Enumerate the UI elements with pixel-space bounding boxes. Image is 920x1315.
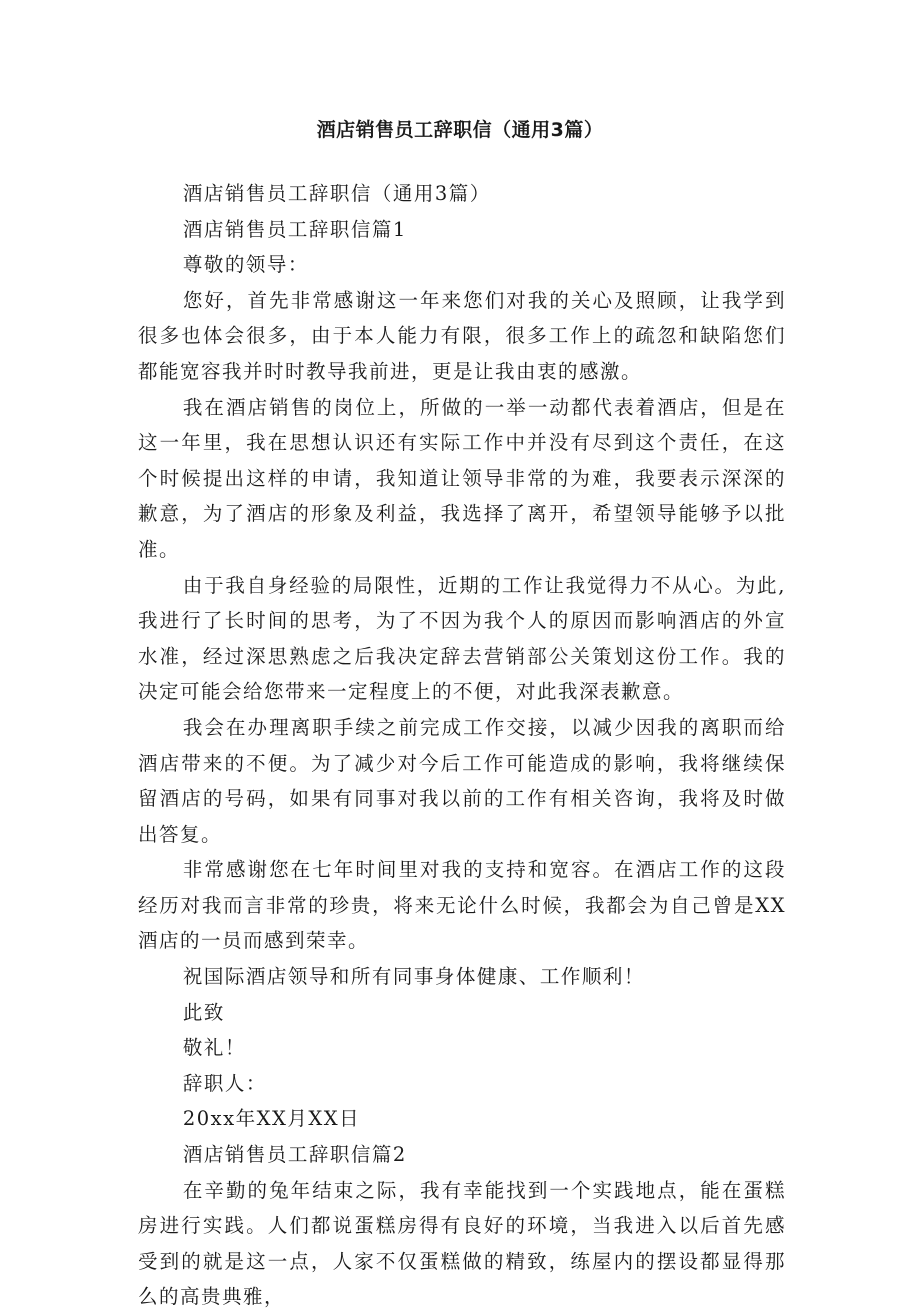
paragraph: 在辛勤的兔年结束之际，我有幸能找到一个实践地点，能在蛋糕房进行实践。人们都说蛋糕房得有良好的环境，当我进入以后首先感受到的就是这一点，人家不仅蛋糕做的精致，练屋内的摆设都显得那么的高贵典雅， bbox=[138, 1178, 786, 1309]
paragraph: 我会在办理离职手续之前完成工作交接，以减少因我的离职而给酒店带来的不便。为了减少对今后工作可能造成的影响，我将继续保留酒店的号码，如果有同事对我以前的工作有相关咨询，我将及时做出答复。 bbox=[138, 715, 786, 846]
paragraph: 由于我自身经验的局限性，近期的工作让我觉得力不从心。为此,我进行了长时间的思考，为了不因为我个人的原因而影响酒店的外宣水准，经过深思熟虑之后我决定辞去营销部公关策划这份工作。我的决定可能会给您带来一定程度上的不便，对此我深表歉意。 bbox=[138, 573, 786, 704]
signature-label: 辞职人： bbox=[182, 1071, 267, 1095]
paragraph: 您好，首先非常感谢这一年来您们对我的关心及照顾，让我学到很多也体会很多，由于本人能力有限，很多工作上的疏忽和缺陷您们都能宽容我并时时教导我前进，更是让我由衷的感激。 bbox=[138, 288, 786, 383]
document-body bbox=[138, 176, 786, 1315]
paragraph: 我在酒店销售的岗位上，所做的一举一动都代表着酒店，但是在这一年里，我在思想认识还有实际工作中并没有尽到这个责任，在这个时候提出这样的申请，我知道让领导非常的为难，我要表示深深的歉意，为了酒店的形象及利益，我选择了离开，希望领导能够予以批准。 bbox=[138, 395, 786, 561]
closing-cizhi: 此致 bbox=[182, 1000, 225, 1024]
signature-date: 20xx年XX月XX日 bbox=[182, 1107, 361, 1131]
document-title: 酒店销售员工辞职信（通用3篇） bbox=[316, 119, 604, 141]
closing-jingli: 敬礼！ bbox=[182, 1036, 246, 1060]
section-heading-1: 酒店销售员工辞职信篇1 bbox=[182, 217, 407, 241]
salutation: 尊敬的领导： bbox=[182, 253, 309, 277]
section-heading-2: 酒店销售员工辞职信篇2 bbox=[182, 1143, 407, 1167]
doc-heading-line: 酒店销售员工辞职信（通用3篇） bbox=[182, 182, 491, 205]
paragraph: 非常感谢您在七年时间里对我的支持和宽容。在酒店工作的这段经历对我而言非常的珍贵，将来无论什么时候，我都会为自己曾是XX酒店的一员而感到荣幸。 bbox=[138, 858, 786, 953]
closing-wish: 祝国际酒店领导和所有同事身体健康、工作顺利！ bbox=[182, 965, 645, 989]
